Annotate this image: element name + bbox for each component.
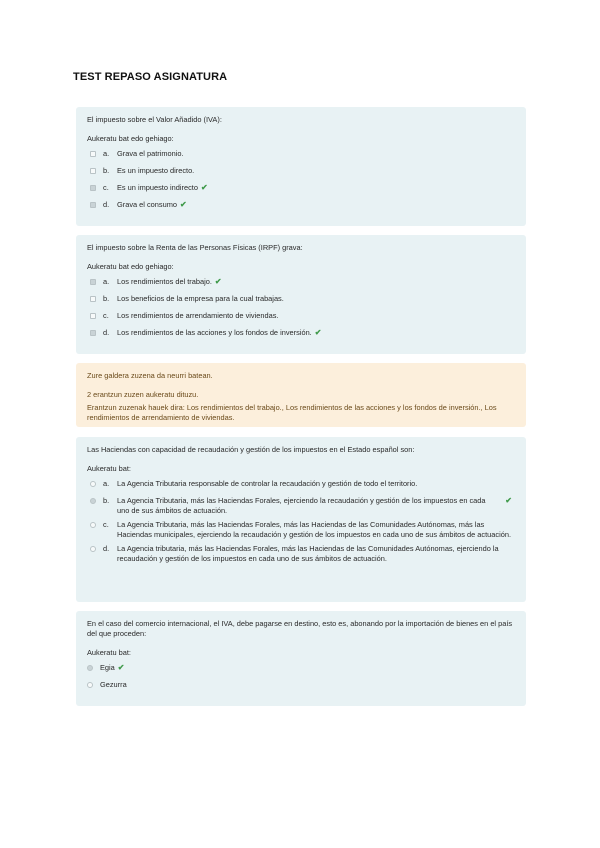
radio-button[interactable]	[87, 682, 93, 688]
question-card-2	[76, 235, 526, 354]
checkbox[interactable]	[90, 151, 96, 157]
feedback-correct-answers: Erantzun zuzenak hauek dira: Los rendimientos del trabajo., Los rendimientos de las acciones y los fondos de inversión., Los rendimientos de arrendamiento de viviendas.	[87, 403, 497, 422]
option-b[interactable]: b. La Agencia Tributaria, más las Haciendas Forales, ejerciendo la recaudación y gestión de los impuestos en cada uno de sus ámbitos de actuación. ✔	[87, 496, 515, 516]
radio-button-selected[interactable]	[90, 498, 96, 504]
option-a[interactable]: a. La Agencia Tributaria responsable de controlar la recaudación y gestión de todo el territorio.	[87, 479, 515, 492]
question-text: En el caso del comercio internacional, el IVA, debe pagarse en destino, esto es, abonando por la importación de bienes en el país del que proceden:	[87, 619, 513, 638]
check-icon: ✔	[314, 328, 322, 337]
option-c[interactable]: c. La Agencia Tributaria, más las Haciendas Forales, más las Haciendas de las Comunidades Autónomas, más las Haciendas municipales, ejerciendo la recaudación y gestión de los impuestos en cada uno de sus ámbitos de actuación.	[87, 520, 515, 540]
question-text: El impuesto sobre la Renta de las Personas Físicas (IRPF) grava:	[87, 243, 303, 252]
question-prompt: Aukeratu bat:	[87, 648, 131, 657]
feedback-count: 2 erantzun zuzen aukeratu dituzu.	[87, 390, 199, 399]
check-icon: ✔	[200, 183, 208, 192]
checkbox-checked[interactable]	[90, 185, 96, 191]
option-b[interactable]: b. Los beneficios de la empresa para la cual trabajas.	[87, 294, 515, 307]
option-d[interactable]: d. Grava el consumo ✔	[87, 200, 515, 213]
checkbox[interactable]	[90, 168, 96, 174]
check-icon: ✔	[214, 277, 222, 286]
page-title: TEST REPASO ASIGNATURA	[73, 71, 228, 83]
check-icon: ✔	[117, 663, 125, 672]
question-text: El impuesto sobre el Valor Añadido (IVA):	[87, 115, 222, 124]
question-prompt: Aukeratu bat edo gehiago:	[87, 262, 174, 271]
option-c[interactable]: c. Los rendimientos de arrendamiento de viviendas.	[87, 311, 515, 324]
option-a[interactable]: a. Los rendimientos del trabajo. ✔	[87, 277, 515, 290]
option-true[interactable]: Egia ✔	[87, 663, 515, 676]
checkbox[interactable]	[90, 313, 96, 319]
radio-button-selected[interactable]	[87, 665, 93, 671]
radio-button[interactable]	[90, 522, 96, 528]
option-false[interactable]: Gezurra	[87, 680, 515, 693]
feedback-status: Zure galdera zuzena da neurri batean.	[87, 371, 213, 380]
question-card-3	[76, 437, 526, 602]
option-a[interactable]: a. Grava el patrimonio.	[87, 149, 515, 162]
question-card-4	[76, 611, 526, 706]
question-prompt: Aukeratu bat edo gehiago:	[87, 134, 174, 143]
question-card-1	[76, 107, 526, 226]
radio-button[interactable]	[90, 481, 96, 487]
checkbox-checked[interactable]	[90, 202, 96, 208]
option-d[interactable]: d. La Agencia tributaria, más las Haciendas Forales, más las Haciendas de las Comunidades Autónomas, ejerciendo la recaudación y gestión de los impuestos en cada uno de sus ámbitos de actuación.	[87, 544, 515, 564]
option-c[interactable]: c. Es un impuesto indirecto ✔	[87, 183, 515, 196]
checkbox-checked[interactable]	[90, 279, 96, 285]
radio-button[interactable]	[90, 546, 96, 552]
option-d[interactable]: d. Los rendimientos de las acciones y los fondos de inversión. ✔	[87, 328, 515, 341]
question-prompt: Aukeratu bat:	[87, 464, 131, 473]
check-icon: ✔	[505, 496, 512, 505]
check-icon: ✔	[179, 200, 187, 209]
option-b[interactable]: b. Es un impuesto directo.	[87, 166, 515, 179]
question-text: Las Haciendas con capacidad de recaudación y gestión de los impuestos en el Estado español son:	[87, 445, 415, 454]
checkbox[interactable]	[90, 296, 96, 302]
feedback-box	[76, 363, 526, 427]
checkbox-checked[interactable]	[90, 330, 96, 336]
